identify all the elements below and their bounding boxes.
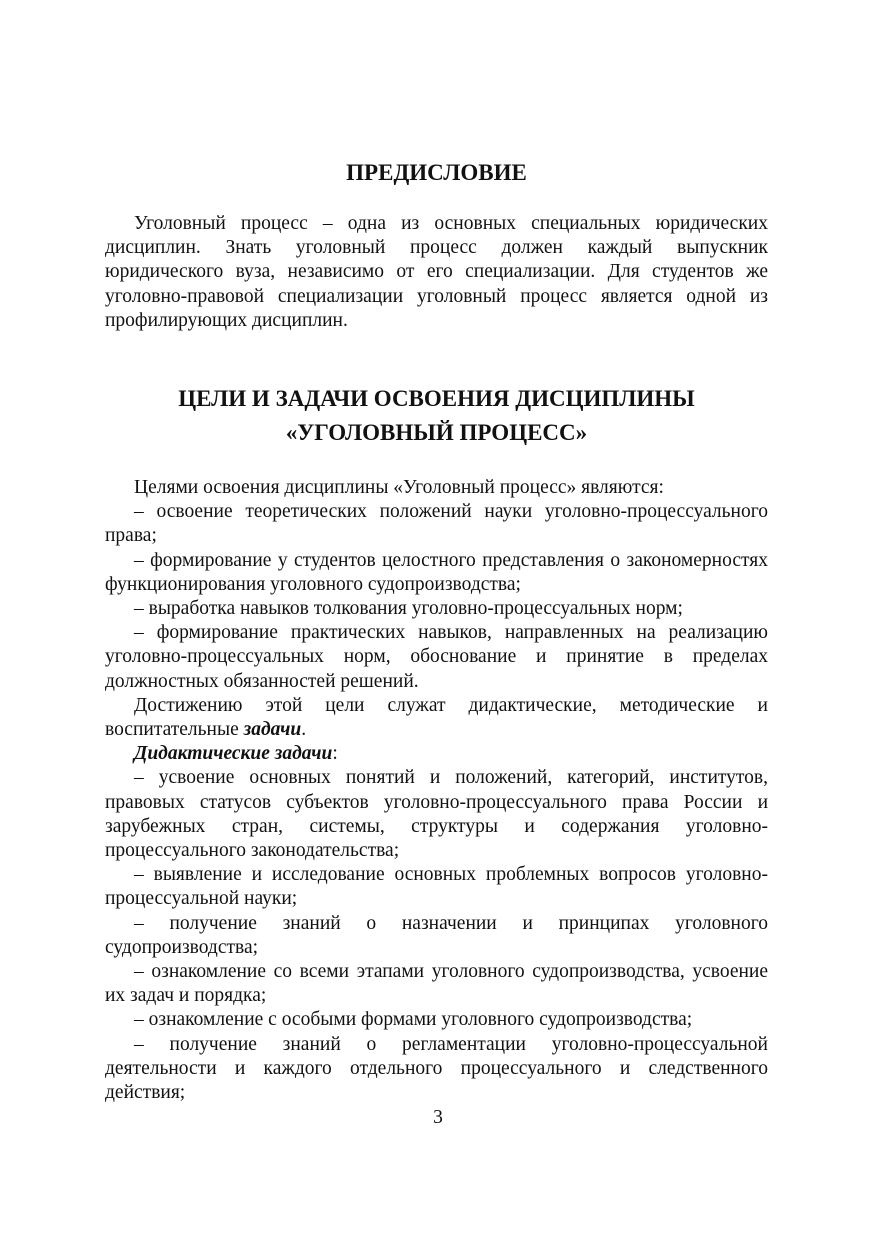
goals-heading bbox=[105, 382, 768, 450]
goals-item-4: – формирование практических навыков, направленных на реализацию уголовно-процессуальных норм, обоснование и принятие в пределах должностных обязанностей решений. bbox=[105, 622, 768, 692]
goals-item-1: – освоение теоретических положений науки уголовно-процессуального права; bbox=[105, 501, 768, 547]
achievement-paragraph bbox=[105, 694, 768, 742]
didactic-item-2: – выявление и исследование основных проблемных вопросов уголовно-процессуальной науки; bbox=[105, 864, 768, 910]
didactic-item-5: – ознакомление с особыми формами уголовного судопроизводства; bbox=[134, 1009, 693, 1031]
didactic-heading-end: : bbox=[332, 743, 338, 765]
didactic-item-1: – усвоение основных понятий и положений, категорий, институтов, правовых статусов субъектов уголовно-процессуального права России и зарубежных стран, системы, структуры и содержания уголовно-процессуального законодательства; bbox=[105, 767, 768, 862]
didactic-item-6: – получение знаний о регламентации уголовно-процессуальной деятельности и каждого отдельного процессуального и следственного действия; bbox=[105, 1033, 768, 1104]
achievement-emph: задачи bbox=[243, 719, 302, 741]
didactic-item-4: – ознакомление со всеми этапами уголовного судопроизводства, усвоение их задач и порядка; bbox=[105, 961, 768, 1007]
preface-paragraph: Уголовный процесс – одна из основных специальных юридических дисциплин. Знать уголовный процесс должен каждый выпускник юридического вуза, независимо от его специализации. Для студентов же уголовно-правовой специализации уголовный процесс является одной из профилирующих дисциплин. bbox=[105, 213, 768, 331]
achievement-end: . bbox=[301, 719, 307, 741]
goals-item-3: – выработка навыков толкования уголовно-процессуальных норм; bbox=[134, 598, 683, 620]
didactic-heading: Дидактические задачи bbox=[134, 743, 333, 765]
didactic-item-3: – получение знаний о назначении и принципах уголовного судопроизводства; bbox=[105, 912, 768, 958]
didactic-heading-paragraph bbox=[105, 742, 768, 766]
preface-heading: ПРЕДИСЛОВИЕ bbox=[346, 160, 527, 185]
page-number: 3 bbox=[433, 1107, 443, 1128]
goals-intro: Целями освоения дисциплины «Уголовный процесс» являются: bbox=[134, 477, 664, 499]
achievement-text: Достижению этой цели служат дидактические, методические и воспитательные bbox=[105, 694, 768, 741]
page-content bbox=[105, 150, 768, 1105]
goals-item-2: – формирование у студентов целостного представления о закономерностях функционирования уголовного судопроизводства; bbox=[105, 549, 768, 595]
goals-heading-line1: ЦЕЛИ И ЗАДАЧИ ОСВОЕНИЯ ДИСЦИПЛИНЫ bbox=[178, 386, 695, 412]
goals-heading-line2: «УГОЛОВНЫЙ ПРОЦЕСС» bbox=[285, 420, 588, 446]
